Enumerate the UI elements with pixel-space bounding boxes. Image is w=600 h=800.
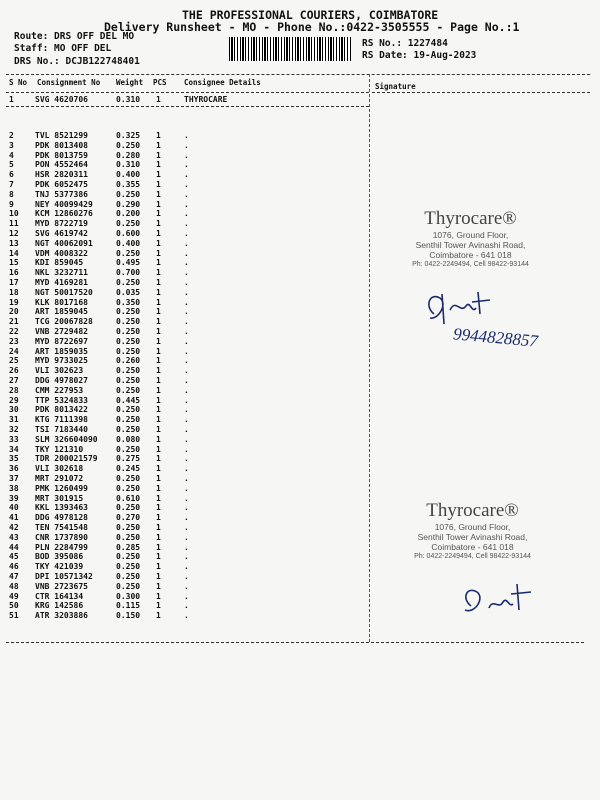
stamp-phone-line: Ph: 0422-2249494, Cell 98422-93144 xyxy=(414,553,531,560)
cell-pcs: 1 xyxy=(156,95,161,104)
cell-pcs: 1 xyxy=(156,258,161,268)
cell-consignment: NGT 50017520 xyxy=(35,287,93,297)
cell-sno: 13 xyxy=(9,238,19,248)
cell-pcs: 1 xyxy=(156,532,161,542)
cell-consignee: . xyxy=(184,170,189,180)
cell-sno: 4 xyxy=(9,150,14,160)
cell-weight: 0.290 xyxy=(116,199,141,209)
cell-sno: 11 xyxy=(9,219,19,229)
cell-sno: 47 xyxy=(9,572,19,581)
cell-sno: 35 xyxy=(9,454,19,464)
cell-weight: 0.115 xyxy=(116,601,141,611)
cell-sno: 14 xyxy=(9,248,19,258)
cell-weight: 0.275 xyxy=(116,454,141,464)
cell-weight: 0.250 xyxy=(116,248,141,258)
cell-consignment: MYD 4169281 xyxy=(35,278,88,287)
cell-consignee: . xyxy=(184,503,189,513)
cell-consignee: . xyxy=(184,444,189,454)
cell-pcs: 1 xyxy=(156,611,161,621)
cell-weight: 0.250 xyxy=(116,572,141,581)
cell-sno: 41 xyxy=(9,513,19,523)
cell-pcs: 1 xyxy=(156,199,161,209)
cell-consignee: . xyxy=(184,287,189,297)
cell-consignment: ART 1859045 xyxy=(35,307,88,317)
cell-sno: 5 xyxy=(9,160,14,170)
cell-pcs: 1 xyxy=(156,170,161,180)
cell-sno: 44 xyxy=(9,542,19,552)
cell-consignee: . xyxy=(184,405,189,415)
cell-consignment: ATR 3203886 xyxy=(35,611,88,621)
cell-consignment: DDG 4978128 xyxy=(35,513,88,523)
cell-sno: 15 xyxy=(9,258,19,268)
cell-pcs: 1 xyxy=(156,395,161,405)
cell-pcs: 1 xyxy=(156,131,161,140)
cell-weight: 0.495 xyxy=(116,258,141,268)
signature-2 xyxy=(455,578,545,622)
cell-consignee: . xyxy=(184,366,189,376)
cell-pcs: 1 xyxy=(156,425,161,434)
cell-consignment: SVG 4620706 xyxy=(35,95,88,104)
cell-pcs: 1 xyxy=(156,405,161,415)
cell-pcs: 1 xyxy=(156,572,161,581)
cell-weight: 0.250 xyxy=(116,532,141,542)
cell-pcs: 1 xyxy=(156,189,161,199)
cell-pcs: 1 xyxy=(156,346,161,356)
cell-consignment: TTP 5324833 xyxy=(35,395,88,405)
cell-sno: 34 xyxy=(9,444,19,454)
cell-weight: 0.245 xyxy=(116,464,141,474)
cell-weight: 0.250 xyxy=(116,327,141,336)
staff-label: Staff: MO OFF DEL xyxy=(14,43,112,54)
cell-consignee: . xyxy=(184,572,189,581)
route-label: Route: DRS OFF DEL MO xyxy=(14,31,135,42)
cell-weight: 0.250 xyxy=(116,503,141,513)
cell-consignment: MYD 8722719 xyxy=(35,219,88,229)
cell-consignee: . xyxy=(184,581,189,591)
cell-weight: 0.310 xyxy=(116,95,141,104)
cell-consignee: . xyxy=(184,513,189,523)
cell-weight: 0.250 xyxy=(116,385,141,395)
cell-sno: 42 xyxy=(9,523,19,532)
cell-weight: 0.250 xyxy=(116,405,141,415)
cell-consignee: . xyxy=(184,425,189,434)
cell-consignment: PLN 2284799 xyxy=(35,542,88,552)
col-header-sno: S No xyxy=(9,78,28,87)
cell-sno: 26 xyxy=(9,366,19,376)
cell-sno: 28 xyxy=(9,385,19,395)
cell-consignment: PDK 6052475 xyxy=(35,180,88,189)
cell-weight: 0.325 xyxy=(116,131,141,140)
cell-weight: 0.285 xyxy=(116,542,141,552)
cell-pcs: 1 xyxy=(156,581,161,591)
cell-sno: 50 xyxy=(9,601,19,611)
cell-consignment: PDK 8013408 xyxy=(35,140,88,150)
cell-pcs: 1 xyxy=(156,297,161,307)
cell-consignee: . xyxy=(184,199,189,209)
cell-sno: 46 xyxy=(9,562,19,572)
cell-sno: 10 xyxy=(9,209,19,219)
cell-consignee: . xyxy=(184,278,189,287)
cell-weight: 0.400 xyxy=(116,170,141,180)
cell-consignment: TDR 200021579 xyxy=(35,454,98,464)
cell-sno: 24 xyxy=(9,346,19,356)
cell-sno: 43 xyxy=(9,532,19,542)
cell-sno: 31 xyxy=(9,415,19,425)
cell-sno: 21 xyxy=(9,317,19,327)
col-header-consignee: Consignee Details xyxy=(184,78,261,87)
stamp-brand: Thyrocare® xyxy=(426,500,519,521)
cell-consignment: NKL 3232711 xyxy=(35,268,88,278)
cell-pcs: 1 xyxy=(156,474,161,483)
cell-consignee: . xyxy=(184,562,189,572)
cell-pcs: 1 xyxy=(156,356,161,366)
cell-weight: 0.250 xyxy=(116,444,141,454)
cell-consignment: CNR 1737890 xyxy=(35,532,88,542)
cell-weight: 0.700 xyxy=(116,268,141,278)
cell-consignee: . xyxy=(184,150,189,160)
cell-consignee: . xyxy=(184,385,189,395)
cell-sno: 18 xyxy=(9,287,19,297)
runsheet-subtitle: Delivery Runsheet - MO - Phone No.:0422-3505555 - Page No.:1 xyxy=(104,20,520,34)
cell-weight: 0.250 xyxy=(116,366,141,376)
cell-pcs: 1 xyxy=(156,327,161,336)
cell-weight: 0.250 xyxy=(116,278,141,287)
stamp-brand: Thyrocare® xyxy=(424,208,517,229)
cell-consignee: . xyxy=(184,327,189,336)
cell-sno: 25 xyxy=(9,356,19,366)
cell-consignment: PMK 1260499 xyxy=(35,483,88,493)
thyrocare-stamp xyxy=(378,208,563,270)
cell-pcs: 1 xyxy=(156,523,161,532)
cell-consignee: . xyxy=(184,474,189,483)
cell-weight: 0.250 xyxy=(116,581,141,591)
cell-pcs: 1 xyxy=(156,601,161,611)
cell-consignment: HSR 2820311 xyxy=(35,170,88,180)
cell-weight: 0.250 xyxy=(116,346,141,356)
cell-consignee: . xyxy=(184,346,189,356)
stamp-address-line: 1076, Ground Floor, xyxy=(432,230,509,240)
cell-weight: 0.260 xyxy=(116,356,141,366)
cell-pcs: 1 xyxy=(156,591,161,601)
cell-consignment: SLM 326604090 xyxy=(35,434,98,444)
cell-consignment: VLI 302623 xyxy=(35,366,84,376)
cell-consignment: MYD 9733025 xyxy=(35,356,88,366)
cell-weight: 0.150 xyxy=(116,611,141,621)
cell-consignee: . xyxy=(184,415,189,425)
cell-sno: 32 xyxy=(9,425,19,434)
cell-weight: 0.355 xyxy=(116,180,141,189)
cell-consignee: THYROCARE xyxy=(184,95,228,104)
cell-weight: 0.270 xyxy=(116,513,141,523)
cell-consignment: DDG 4978027 xyxy=(35,376,88,385)
cell-consignment: PON 4552464 xyxy=(35,160,88,170)
cell-consignee: . xyxy=(184,336,189,346)
cell-sno: 27 xyxy=(9,376,19,385)
cell-weight: 0.250 xyxy=(116,307,141,317)
cell-consignment: CMM 227953 xyxy=(35,385,84,395)
cell-consignment: TCG 20067828 xyxy=(35,317,93,327)
stamp-address-line: 1076, Ground Floor, xyxy=(434,522,511,532)
stamp-address-line: Senthil Tower Avinashi Road, xyxy=(415,240,526,250)
cell-sno: 29 xyxy=(9,395,19,405)
cell-consignment: NGT 40062091 xyxy=(35,238,93,248)
cell-consignee: . xyxy=(184,307,189,317)
cell-pcs: 1 xyxy=(156,219,161,229)
cell-pcs: 1 xyxy=(156,385,161,395)
cell-consignee: . xyxy=(184,454,189,464)
cell-consignment: PDK 8013422 xyxy=(35,405,88,415)
cell-sno: 30 xyxy=(9,405,19,415)
rs-number: RS No.: 1227484 xyxy=(362,38,448,49)
cell-sno: 40 xyxy=(9,503,19,513)
cell-pcs: 1 xyxy=(156,434,161,444)
cell-pcs: 1 xyxy=(156,493,161,503)
cell-sno: 8 xyxy=(9,189,14,199)
cell-consignment: TNJ 5377386 xyxy=(35,189,88,199)
cell-consignee: . xyxy=(184,464,189,474)
company-title: THE PROFESSIONAL COURIERS, COIMBATORE xyxy=(182,8,439,22)
cell-sno: 39 xyxy=(9,493,19,503)
cell-consignment: TKY 421039 xyxy=(35,562,84,572)
cell-weight: 0.600 xyxy=(116,229,141,238)
cell-pcs: 1 xyxy=(156,562,161,572)
thyrocare-stamp xyxy=(380,500,565,562)
drs-number: DRS No.: DCJB122748401 xyxy=(14,56,140,67)
cell-pcs: 1 xyxy=(156,542,161,552)
cell-sno: 49 xyxy=(9,591,19,601)
cell-sno: 22 xyxy=(9,327,19,336)
cell-sno: 20 xyxy=(9,307,19,317)
signature-header-rule xyxy=(372,92,590,93)
cell-sno: 19 xyxy=(9,297,19,307)
cell-pcs: 1 xyxy=(156,307,161,317)
stamp-phone-line: Ph: 0422-2249494, Cell 98422-93144 xyxy=(412,261,529,268)
cell-pcs: 1 xyxy=(156,454,161,464)
cell-consignment: KCM 12860276 xyxy=(35,209,93,219)
cell-consignee: . xyxy=(184,140,189,150)
cell-pcs: 1 xyxy=(156,150,161,160)
cell-consignee: . xyxy=(184,258,189,268)
cell-pcs: 1 xyxy=(156,160,161,170)
table-bottom-rule xyxy=(6,642,584,643)
cell-consignment: VLI 302618 xyxy=(35,464,84,474)
cell-pcs: 1 xyxy=(156,336,161,346)
cell-weight: 0.445 xyxy=(116,395,141,405)
cell-consignee: . xyxy=(184,542,189,552)
cell-sno: 48 xyxy=(9,581,19,591)
cell-consignment: VNB 2729482 xyxy=(35,327,88,336)
table-top-rule xyxy=(6,74,590,75)
cell-consignee: . xyxy=(184,552,189,562)
cell-pcs: 1 xyxy=(156,180,161,189)
cell-consignee: . xyxy=(184,591,189,601)
cell-weight: 0.250 xyxy=(116,552,141,562)
cell-consignment: TKY 121310 xyxy=(35,444,84,454)
cell-pcs: 1 xyxy=(156,140,161,150)
cell-pcs: 1 xyxy=(156,287,161,297)
cell-weight: 0.250 xyxy=(116,376,141,385)
cell-consignee: . xyxy=(184,238,189,248)
stamp-address-line: Senthil Tower Avinashi Road, xyxy=(417,532,528,542)
cell-sno: 36 xyxy=(9,464,19,474)
cell-pcs: 1 xyxy=(156,268,161,278)
header-bottom-rule xyxy=(6,92,369,93)
cell-weight: 0.300 xyxy=(116,591,141,601)
cell-pcs: 1 xyxy=(156,513,161,523)
col-header-weight: Weight xyxy=(116,78,144,87)
cell-sno: 12 xyxy=(9,229,19,238)
cell-weight: 0.080 xyxy=(116,434,141,444)
cell-consignment: TVL 8521299 xyxy=(35,131,88,140)
cell-weight: 0.250 xyxy=(116,562,141,572)
cell-consignment: TSI 7183440 xyxy=(35,425,88,434)
cell-sno: 51 xyxy=(9,611,19,621)
cell-consignee: . xyxy=(184,395,189,405)
cell-sno: 6 xyxy=(9,170,14,180)
cell-consignee: . xyxy=(184,219,189,229)
cell-weight: 0.250 xyxy=(116,189,141,199)
cell-consignee: . xyxy=(184,189,189,199)
cell-consignee: . xyxy=(184,532,189,542)
cell-sno: 7 xyxy=(9,180,14,189)
cell-pcs: 1 xyxy=(156,376,161,385)
cell-pcs: 1 xyxy=(156,238,161,248)
cell-weight: 0.200 xyxy=(116,209,141,219)
cell-sno: 3 xyxy=(9,140,14,150)
cell-consignee: . xyxy=(184,611,189,621)
cell-weight: 0.250 xyxy=(116,425,141,434)
col-header-consignment: Consignment No xyxy=(37,78,101,87)
cell-sno: 38 xyxy=(9,483,19,493)
cell-consignee: . xyxy=(184,160,189,170)
cell-consignment: ART 1859035 xyxy=(35,346,88,356)
cell-consignment: KLK 8017168 xyxy=(35,297,88,307)
cell-pcs: 1 xyxy=(156,278,161,287)
cell-consignee: . xyxy=(184,483,189,493)
cell-consignment: KTG 7111398 xyxy=(35,415,88,425)
cell-weight: 0.350 xyxy=(116,297,141,307)
cell-pcs: 1 xyxy=(156,464,161,474)
cell-weight: 0.250 xyxy=(116,474,141,483)
cell-weight: 0.250 xyxy=(116,336,141,346)
cell-consignee: . xyxy=(184,493,189,503)
cell-pcs: 1 xyxy=(156,552,161,562)
cell-consignment: MRT 301915 xyxy=(35,493,84,503)
cell-sno: 9 xyxy=(9,199,14,209)
cell-weight: 0.610 xyxy=(116,493,141,503)
cell-consignee: . xyxy=(184,317,189,327)
cell-pcs: 1 xyxy=(156,229,161,238)
cell-weight: 0.250 xyxy=(116,415,141,425)
cell-consignee: . xyxy=(184,229,189,238)
cell-consignment: MYD 8722697 xyxy=(35,336,88,346)
cell-consignment: BOD 395086 xyxy=(35,552,84,562)
cell-weight: 0.400 xyxy=(116,238,141,248)
cell-sno: 2 xyxy=(9,131,14,140)
cell-pcs: 1 xyxy=(156,366,161,376)
cell-sno: 33 xyxy=(9,434,19,444)
cell-consignee: . xyxy=(184,356,189,366)
cell-weight: 0.280 xyxy=(116,150,141,160)
col-header-pcs: PCS xyxy=(153,78,167,87)
cell-consignee: . xyxy=(184,248,189,258)
cell-consignee: . xyxy=(184,523,189,532)
cell-pcs: 1 xyxy=(156,209,161,219)
row-divider xyxy=(6,106,369,107)
cell-consignment: NEY 40099429 xyxy=(35,199,93,209)
cell-consignee: . xyxy=(184,180,189,189)
cell-weight: 0.250 xyxy=(116,140,141,150)
cell-consignee: . xyxy=(184,209,189,219)
cell-pcs: 1 xyxy=(156,444,161,454)
cell-pcs: 1 xyxy=(156,503,161,513)
cell-consignment: TEN 7541548 xyxy=(35,523,88,532)
signature-column-divider xyxy=(369,74,370,642)
cell-consignment: PDK 8013759 xyxy=(35,150,88,160)
cell-pcs: 1 xyxy=(156,317,161,327)
cell-consignment: VNB 2723675 xyxy=(35,581,88,591)
cell-consignment: KRG 142586 xyxy=(35,601,84,611)
cell-consignee: . xyxy=(184,131,189,140)
cell-consignee: . xyxy=(184,601,189,611)
cell-weight: 0.250 xyxy=(116,317,141,327)
cell-consignment: MRT 291072 xyxy=(35,474,84,483)
cell-weight: 0.250 xyxy=(116,219,141,229)
rs-date: RS Date: 19-Aug-2023 xyxy=(362,50,477,61)
cell-consignee: . xyxy=(184,268,189,278)
cell-weight: 0.250 xyxy=(116,523,141,532)
cell-consignment: KKL 1393463 xyxy=(35,503,88,513)
handwritten-phone: 9944828857 xyxy=(452,324,539,351)
cell-consignment: SVG 4619742 xyxy=(35,229,88,238)
cell-consignment: DPI 10571342 xyxy=(35,572,93,581)
cell-sno: 16 xyxy=(9,268,19,278)
cell-consignee: . xyxy=(184,434,189,444)
cell-pcs: 1 xyxy=(156,248,161,258)
cell-sno: 37 xyxy=(9,474,19,483)
cell-consignment: KDI 859045 xyxy=(35,258,84,268)
cell-sno: 1 xyxy=(9,95,14,104)
cell-sno: 17 xyxy=(9,278,19,287)
cell-consignment: VDM 4008322 xyxy=(35,248,88,258)
barcode xyxy=(229,37,351,61)
cell-sno: 23 xyxy=(9,336,19,346)
cell-pcs: 1 xyxy=(156,483,161,493)
cell-sno: 45 xyxy=(9,552,19,562)
cell-pcs: 1 xyxy=(156,415,161,425)
cell-consignee: . xyxy=(184,297,189,307)
stamp-address-line: Coimbatore - 641 018 xyxy=(429,250,512,260)
cell-consignment: CTR 164134 xyxy=(35,591,84,601)
stamp-address-line: Coimbatore - 641 018 xyxy=(431,542,514,552)
cell-weight: 0.310 xyxy=(116,160,141,170)
col-header-signature: Signature xyxy=(375,82,416,91)
cell-consignee: . xyxy=(184,376,189,385)
cell-weight: 0.250 xyxy=(116,483,141,493)
cell-weight: 0.035 xyxy=(116,287,141,297)
